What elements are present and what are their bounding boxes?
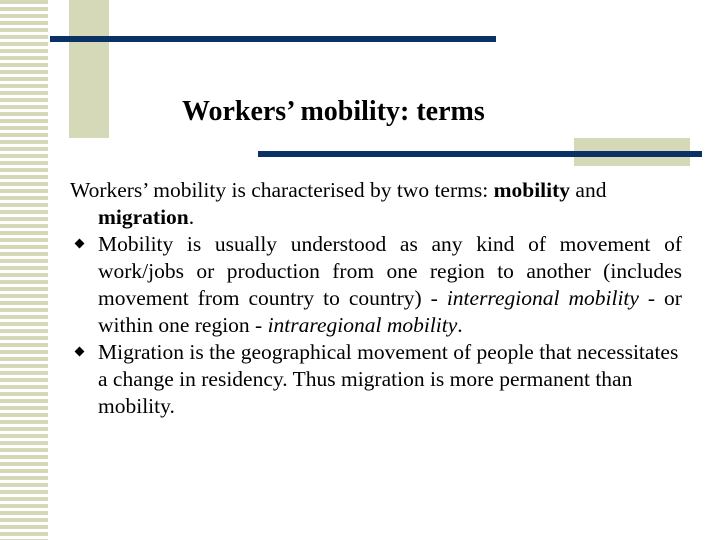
- intro-connector: and: [570, 178, 607, 202]
- bullet-mobility-middle: - or within one region -: [98, 286, 682, 337]
- intro-paragraph: [70, 177, 682, 231]
- intro-end: .: [188, 205, 195, 229]
- term-migration: migration: [98, 205, 189, 229]
- diamond-bullet-icon: [75, 347, 85, 357]
- accent-bar-top: [50, 36, 496, 42]
- decorative-stripes: [0, 0, 50, 540]
- intro-text: Workers’ mobility is characterised by two terms:: [70, 178, 494, 202]
- slide-body: [70, 177, 682, 420]
- bullet-mobility-text: Mobility is usually understood as any kind of movement of work/jobs or production from one region to another (includes movement from country to country) -: [98, 232, 682, 310]
- slide-title: Workers’ mobility: terms: [182, 96, 485, 127]
- accent-bar-bottom: [258, 151, 702, 157]
- diamond-bullet-icon: [75, 239, 85, 249]
- term-interregional-mobility: interregional mobility: [446, 286, 639, 310]
- bullet-migration-text: Migration is the geographical movement of people that necessitates a change in residency. Thus migration is more permanent than mobility.: [98, 340, 679, 418]
- term-mobility: mobility: [493, 178, 571, 202]
- bullet-mobility: [70, 231, 682, 339]
- bullet-migration: [70, 339, 682, 420]
- term-intraregional-mobility: intraregional mobility: [267, 313, 458, 337]
- decorative-block-top: [69, 0, 109, 138]
- bullet-mobility-end: .: [457, 313, 463, 337]
